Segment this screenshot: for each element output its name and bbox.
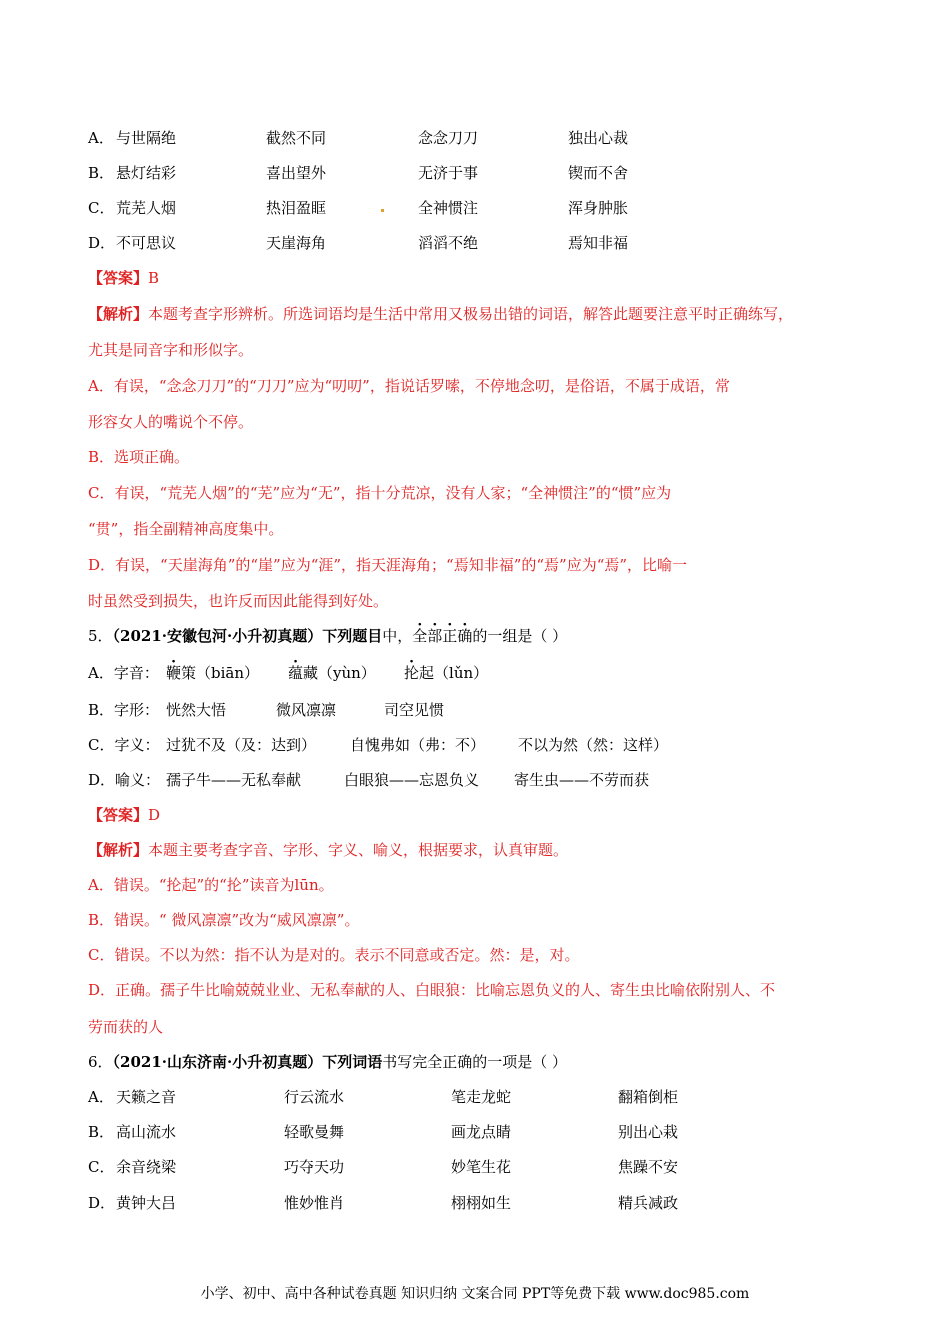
- q6-option-c-letter: C．: [88, 1158, 115, 1176]
- q4-option-d-letter: D．: [88, 234, 116, 252]
- q5-analysis-d-1: D．正确。孺子牛比喻兢兢业业、无私奉献的人、白眼狼：比喻忘恩负义的人、寄生虫比喻依附别人、不: [88, 981, 776, 999]
- q6-question: [88, 1052, 567, 1072]
- q4-answer: [88, 268, 159, 288]
- q5-option-a-prefix: A．字音：: [88, 664, 159, 682]
- q5-dotted-char-2: 部: [427, 627, 443, 645]
- q4-option-d-word-1: 不可思议: [116, 234, 177, 252]
- q6-option-c-word-2: 巧夺天功: [284, 1158, 345, 1176]
- q5-option-c-prefix: C．字义：: [88, 736, 160, 754]
- q4-option-b-word-2: 喜出望外: [266, 164, 327, 182]
- q4-option-d-word-2: 天崖海角: [266, 234, 327, 252]
- analysis-tag: 【解析】: [88, 305, 149, 323]
- q6-option-d-word-1: 黄钟大吕: [116, 1194, 177, 1212]
- q5-dotted-char-3: 正: [442, 627, 458, 645]
- q6-option-b-word-4: 别出心栽: [618, 1123, 679, 1141]
- q5-analysis-b: B．错误。“ 微风凛凛”改为“威风凛凛”。: [88, 911, 360, 929]
- q5-option-d-prefix: D．喻义：: [88, 771, 161, 789]
- q4-option-a-word-1: 与世隔绝: [116, 129, 177, 147]
- q5-option-b-item-2: 微风凛凛: [276, 701, 337, 719]
- q5-a1-dotted: 鞭: [166, 664, 182, 682]
- q5-option-b-item-1: 恍然大悟: [166, 701, 227, 719]
- q4-option-a-word-3: 念念刀刀: [418, 129, 479, 147]
- q4-analysis-c-2: “贯”，指全副精神高度集中。: [88, 520, 284, 538]
- analysis-tag: 【解析】: [88, 841, 149, 859]
- q4-option-c-word-1: 荒芜人烟: [116, 199, 177, 217]
- q4-option-c-letter: C．: [88, 199, 115, 217]
- q6-option-d-letter: D．: [88, 1194, 116, 1212]
- q6-option-c-word-1: 余音绕梁: [116, 1158, 177, 1176]
- q5-option-b-item-3: 司空见惯: [384, 701, 445, 719]
- q5-analysis-intro: [88, 840, 568, 860]
- q6-source: （2021·山东济南·小升初真题）下列词语: [112, 1053, 383, 1071]
- answer-tag: 【答案】: [88, 806, 149, 824]
- q5-tail: 的一组是（ ）: [472, 627, 568, 645]
- q4-analysis-d-1: D．有误，“天崖海角”的“崖”应为“涯”，指天涯海角；“焉知非福”的“焉”应为“焉”，比喻一: [88, 556, 688, 574]
- q5-a2-rest: 藏（yùn）: [303, 664, 376, 682]
- q4-analysis-a-2: 形容女人的嘴说个不停。: [88, 413, 254, 431]
- q6-option-c-word-4: 焦躁不安: [618, 1158, 679, 1176]
- q6-option-d-word-4: 精兵减政: [618, 1194, 679, 1212]
- q6-option-d-word-3: 栩栩如生: [451, 1194, 512, 1212]
- q5-a3-dotted: 抡: [404, 664, 420, 682]
- q5-question: [88, 626, 567, 646]
- decorative-dot: [381, 209, 384, 212]
- q6-number: 6．: [88, 1053, 113, 1071]
- q5-option-c-item-1: 过犹不及（及：达到）: [166, 736, 317, 754]
- q4-option-c-word-4: 浑身肿胀: [568, 199, 629, 217]
- q5-option-c-item-2: 自愧弗如（弗：不）: [350, 736, 486, 754]
- q5-option-b-prefix: B．字形：: [88, 701, 160, 719]
- q4-option-b-word-4: 锲而不舍: [568, 164, 629, 182]
- q4-analysis-a-1: A．有误，“念念刀刀”的“刀刀”应为“叨叨”，指说话罗嗦，不停地念叨，是俗语，不属于成语，常: [88, 377, 730, 395]
- q6-option-b-word-1: 高山流水: [116, 1123, 177, 1141]
- q4-option-a-letter: A．: [88, 129, 114, 147]
- q5-a1-rest: 策（biān）: [181, 664, 260, 682]
- page-footer: 小学、初中、高中各种试卷真题 知识归纳 文案合同 PPT等免费下载 www.doc985.com: [200, 1286, 750, 1302]
- q6-option-c-word-3: 妙笔生花: [451, 1158, 512, 1176]
- q6-option-b-letter: B．: [88, 1123, 115, 1141]
- analysis-text: 本题主要考查字音、字形、字义、喻义，根据要求，认真审题。: [148, 841, 569, 859]
- q4-option-b-word-3: 无济于事: [418, 164, 479, 182]
- q5-dotted-char-1: 全: [412, 627, 428, 645]
- q4-analysis-b: B．选项正确。: [88, 448, 190, 466]
- q5-option-a-item-1: [166, 663, 259, 683]
- q4-option-b-letter: B．: [88, 164, 115, 182]
- q5-a2-dotted: 蕴: [288, 664, 304, 682]
- q6-option-a-word-3: 笔走龙蛇: [451, 1088, 512, 1106]
- q6-tail: 书写完全正确的一项是（ ）: [382, 1053, 568, 1071]
- q6-option-d-word-2: 惟妙惟肖: [284, 1194, 345, 1212]
- q5-mid: 中，: [382, 627, 413, 645]
- q6-option-a-letter: A．: [88, 1088, 114, 1106]
- q4-analysis-intro: [88, 304, 793, 324]
- answer-value: B: [148, 269, 160, 287]
- q5-source: （2021·安徽包河·小升初真题）下列题目: [112, 627, 383, 645]
- q6-option-a-word-1: 天籁之音: [116, 1088, 177, 1106]
- q5-analysis-a: A．错误。“抡起”的“抡”读音为lūn。: [88, 876, 334, 894]
- q5-option-a-item-3: [404, 663, 488, 683]
- q6-option-a-word-4: 翻箱倒柜: [618, 1088, 679, 1106]
- q5-dotted-char-4: 确: [457, 627, 473, 645]
- q4-option-c-word-2: 热泪盈眶: [266, 199, 327, 217]
- q5-option-d-item-2: 白眼狼——忘恩负义: [344, 771, 480, 789]
- answer-value: D: [148, 806, 161, 824]
- q5-option-a-item-2: [288, 663, 376, 683]
- q4-option-c-word-3: 全神惯注: [418, 199, 479, 217]
- q4-option-d-word-3: 滔滔不绝: [418, 234, 479, 252]
- q6-option-b-word-2: 轻歌曼舞: [284, 1123, 345, 1141]
- q4-option-a-word-2: 截然不同: [266, 129, 327, 147]
- q4-option-b-word-1: 悬灯结彩: [116, 164, 177, 182]
- q5-answer: [88, 805, 160, 825]
- q5-option-d-item-3: 寄生虫——不劳而获: [514, 771, 650, 789]
- q4-option-a-word-4: 独出心裁: [568, 129, 629, 147]
- q6-option-a-word-2: 行云流水: [284, 1088, 345, 1106]
- q5-option-d-item-1: 孺子牛——无私奉献: [166, 771, 302, 789]
- q4-analysis-d-2: 时虽然受到损失，也许反而因此能得到好处。: [88, 592, 389, 610]
- q5-option-c-item-3: 不以为然（然：这样）: [518, 736, 669, 754]
- q5-number: 5．: [88, 627, 113, 645]
- answer-tag: 【答案】: [88, 269, 149, 287]
- q5-analysis-d-2: 劳而获的人: [88, 1018, 164, 1036]
- q5-a3-rest: 起（lǔn）: [419, 664, 489, 682]
- q4-analysis-c-1: C．有误，“荒芜人烟”的“芜”应为“无”，指十分荒凉，没有人家；“全神惯注”的“惯”应为: [88, 484, 672, 502]
- q6-option-b-word-3: 画龙点睛: [451, 1123, 512, 1141]
- q5-analysis-c: C．错误。不以为然：指不认为是对的。表示不同意或否定。然：是，对。: [88, 946, 580, 964]
- q4-option-d-word-4: 焉知非福: [568, 234, 629, 252]
- analysis-text: 本题考查字形辨析。所选词语均是生活中常用又极易出错的词语，解答此题要注意平时正确练写，: [148, 305, 794, 323]
- q4-analysis-intro-2: 尤其是同音字和形似字。: [88, 341, 254, 359]
